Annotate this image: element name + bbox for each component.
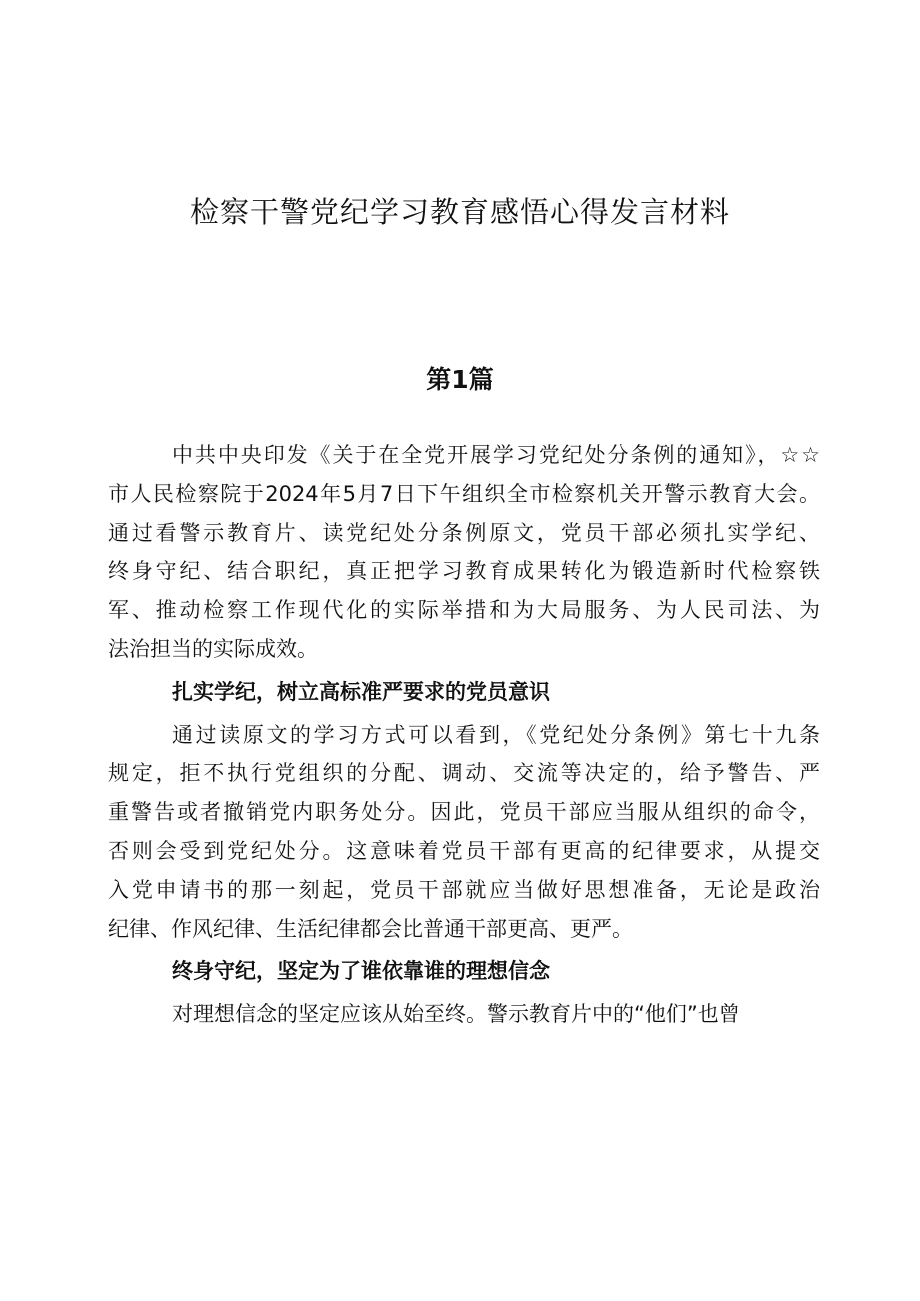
- text-line: 法治担当的实际成效。: [108, 636, 318, 661]
- text-line: 军、推动检察工作现代化的实际举措和为大局服务、为人民司法、为: [108, 598, 820, 623]
- paragraph-heading: [108, 952, 820, 991]
- heading-line: 扎实学纪，树立高标准严要求的党员意识: [172, 679, 550, 704]
- text-line: 规定，拒不执行党组织的分配、调动、交流等决定的，给予警告、严: [108, 761, 820, 786]
- text-line: 纪律、作风纪律、生活纪律都会比普通干部更高、更严。: [108, 916, 633, 941]
- heading-line: 终身守纪，坚定为了谁依靠谁的理想信念: [172, 959, 550, 984]
- text-line: 重警告或者撤销党内职务处分。因此，党员干部应当服从组织的命令，: [108, 800, 820, 825]
- paragraph-heading: [108, 673, 820, 712]
- text-line: 中共中央印发《关于在全党开展学习党纪处分条例的通知》，☆☆: [172, 443, 820, 467]
- paragraph: [108, 436, 820, 669]
- text-line: 对理想信念的坚定应该从始至终。警示教育片中的“他们”也曾: [172, 1002, 740, 1027]
- paragraph: [108, 716, 820, 949]
- text-line: 终身守纪、结合职纪，真正把学习教育成果转化为锻造新时代检察铁: [108, 559, 820, 584]
- text-line: 入党申请书的那一刻起，党员干部就应当做好思想准备，无论是政治: [108, 877, 820, 902]
- section-label: 第1篇: [426, 365, 494, 394]
- document-title: 检察干警党纪学习教育感悟心得发言材料: [189, 195, 730, 229]
- paragraph: [108, 995, 820, 1034]
- text-line: 市人民检察院于2024年5月7日下午组织全市检察机关开警示教育大会。: [108, 481, 820, 506]
- text-line: 通过读原文的学习方式可以看到，《党纪处分条例》第七十九条: [172, 722, 820, 747]
- document-body: [108, 436, 820, 1034]
- text-line: 否则会受到党纪处分。这意味着党员干部有更高的纪律要求，从提交: [108, 838, 820, 863]
- text-line: 通过看警示教育片、读党纪处分条例原文，党员干部必须扎实学纪、: [108, 520, 820, 545]
